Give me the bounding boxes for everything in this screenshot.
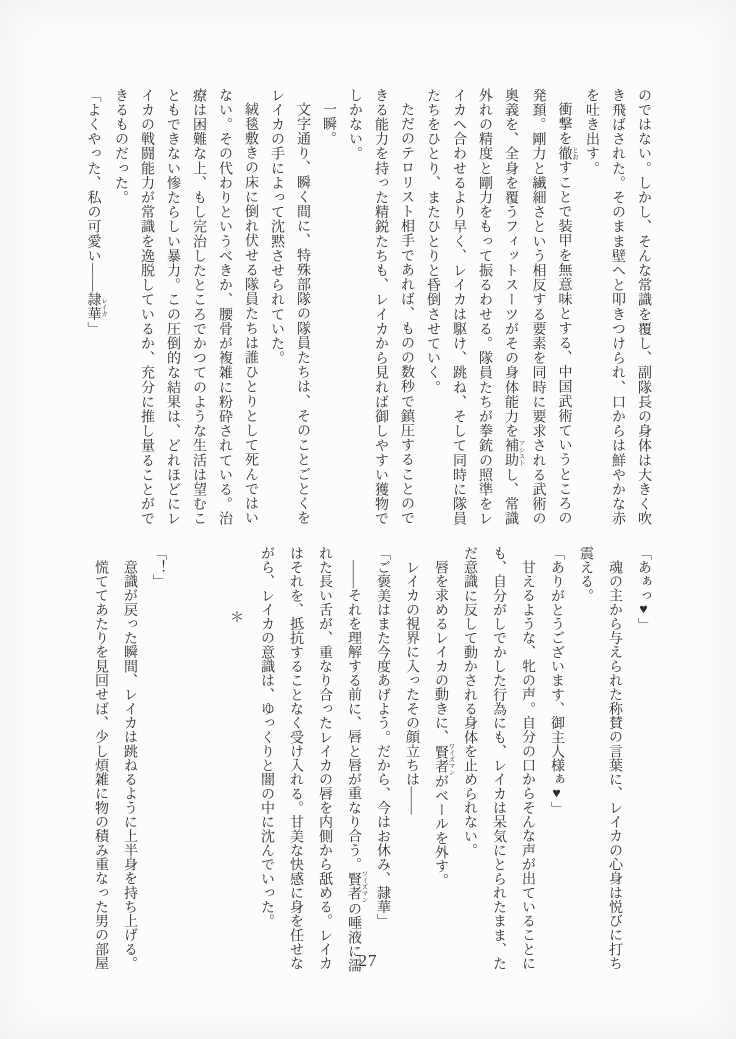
text-line: レイカの視界に入ったその顔立ちは―― bbox=[404, 560, 419, 815]
text-line: き飛ばされた。そのまま壁へと叩きつけられ、口からは鮮やかな赤 bbox=[610, 88, 625, 526]
text-line: ただのテロリスト相手であれば、ものの数秒で鎮圧することので bbox=[399, 102, 414, 526]
ruby-annotated-word: 補助 アシスト bbox=[503, 438, 525, 468]
text-line: 震える。 bbox=[578, 546, 593, 603]
text-line: ともできない惨たらしい暴力。この圧倒的な結果は、どれほどにレ bbox=[165, 88, 180, 526]
text-line: はそれを、抵抗することなく受け入れる。甘美な快感に身を任せな bbox=[288, 546, 303, 971]
ruby-annotated-word: 賢者 ワイズマン bbox=[433, 742, 455, 776]
text-line: しかない。 bbox=[347, 88, 362, 161]
text-line: 文字通り、瞬く間に、特殊部隊の隊員たちは、そのことごとくを bbox=[295, 102, 310, 526]
lower-text-block bbox=[86, 546, 658, 973]
text-line: きるものだった。 bbox=[113, 88, 128, 205]
text-line: を吐き出す。 bbox=[584, 88, 599, 176]
text-line: 「！」 bbox=[151, 546, 166, 589]
text-line: 意識が戻った瞬間、レイカは跳ねるように上半身を持ち上げる。 bbox=[122, 560, 137, 971]
section-separator: ＊ bbox=[228, 610, 243, 624]
text-line: 療は困難な上、もし完治したところでかつてのような生活は望むこ bbox=[191, 88, 206, 526]
text-line: 「ありがとうございます、御主人様ぁ♥」 bbox=[549, 546, 564, 816]
text-line: も、自分がしでかした行為にも、レイカは呆気にとられたまま、た bbox=[491, 546, 506, 971]
text-line: のではない。しかし、そんな常識を覆し、副隊長の身体は大きく吹 bbox=[636, 88, 651, 526]
ruby-annotated-word: 賢者 ワイズマン bbox=[346, 870, 368, 903]
upper-text-block bbox=[80, 88, 657, 534]
text-line: 「ご褒美はまた今度あげよう。だから、今はお休み、隷華」 bbox=[375, 546, 390, 929]
text-line: ない。その代わりというべきか、腰骨が複雑に粉砕されている。治 bbox=[217, 88, 232, 526]
page-number: 27 bbox=[358, 951, 378, 970]
text-line: がら、レイカの意識は、ゆっくりと闇の中に沈んでいった。 bbox=[259, 546, 274, 929]
text-line: 衝撃を徹 とおすことで装甲を無意味とする、中国武術ていうところの bbox=[556, 102, 578, 526]
text-line: 唇を求めるレイカの動きに、賢者 ワイズマンがベールを外す。 bbox=[433, 560, 455, 888]
text-line: 絨毯敷きの床に倒れ伏せる隊員たちは誰ひとりとして死んではい bbox=[243, 102, 258, 526]
text-line: レイカの手によって沈黙させられていた。 bbox=[269, 88, 284, 366]
text-line: イカの戦闘能力が常識を逸脱しているか、充分に推し量ることがで bbox=[139, 88, 154, 526]
text-line: 魂の主から与えられた称賛の言葉に、レイカの心身は悦びに打ち bbox=[607, 560, 622, 971]
text-line: ――それを理解する前に、唇と唇が重なり合う。賢者 ワイズマンの唾液に濡 bbox=[346, 560, 368, 973]
text-line: だ意識に反して動かされる身体を止められない。 bbox=[462, 546, 477, 858]
text-line: 甘えるような、牝の声。自分の口からそんな声が出ていることに bbox=[520, 560, 535, 971]
text-line: 一瞬。 bbox=[321, 102, 336, 146]
text-line: 奥義を、全身を覆うフィットスーツがその身体能力を補助 アシストし、常識 bbox=[503, 88, 525, 527]
ruby-annotated-word: 徹 とお bbox=[556, 145, 578, 161]
text-line: れた長い舌が、重なり合ったレイカの唇を内側から舐める。レイカ bbox=[317, 546, 332, 971]
text-line: きる能力を持った精鋭たちも、レイカから見れば御しやすい獲物で bbox=[373, 88, 388, 526]
text-line: 慌ててあたりを見回せば、少し煩雑に物の積み重なった男の部屋 bbox=[93, 560, 108, 971]
text-line: 外れの精度と剛力をもって振るわせる。隊員たちが拳銃の照準をレ bbox=[477, 88, 492, 526]
text-line: 「よくやった、私の可愛い――隷華 レイカ」 bbox=[85, 88, 107, 337]
ruby-annotated-word: 隷華 レイカ bbox=[85, 292, 107, 322]
text-line: 「あぁっ♥」 bbox=[636, 546, 651, 632]
text-line: たちをひとり、またひとりと昏倒させていく。 bbox=[425, 88, 440, 395]
text-line: イカへ合わせるより早く、レイカは駆け、跳ね、そして同時に隊員 bbox=[451, 88, 466, 526]
text-line: 発頚。剛力と繊細さという相反する要素を同時に要求される武術の bbox=[530, 88, 546, 526]
